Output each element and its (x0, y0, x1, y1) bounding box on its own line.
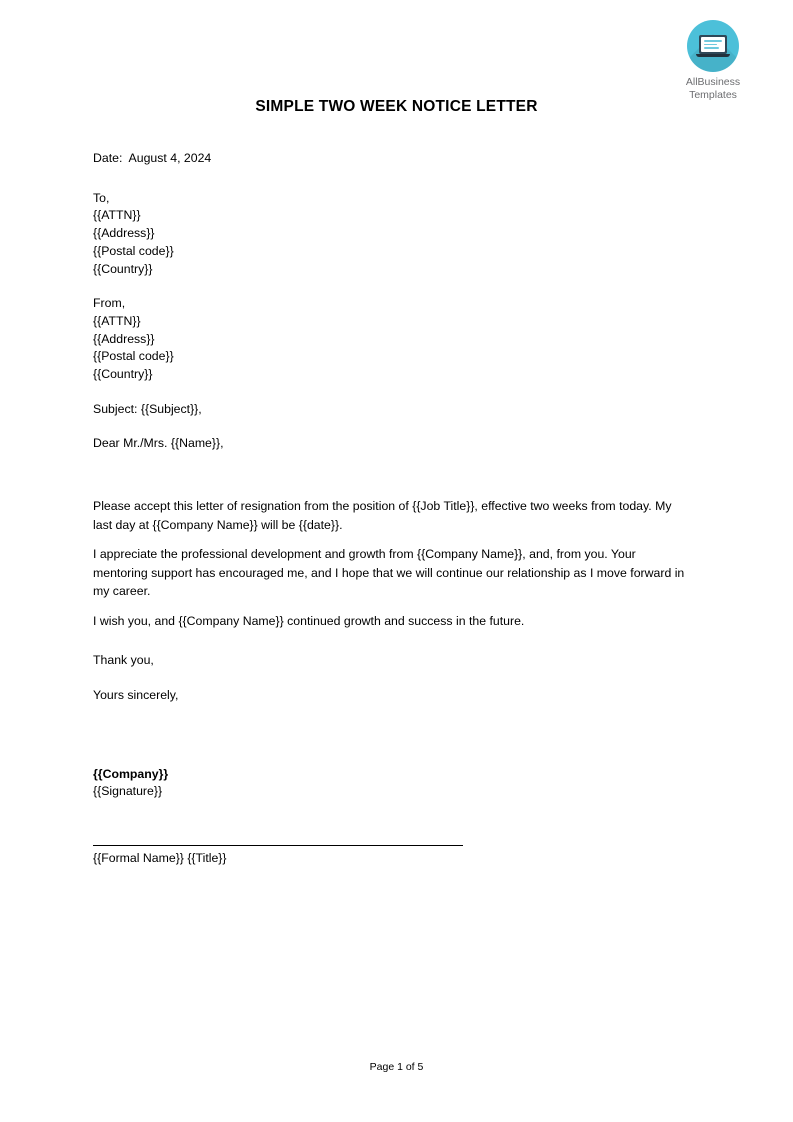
signature-company: {{Company}} (93, 766, 169, 781)
screen-text-line (704, 44, 717, 46)
body-paragraph-2: I appreciate the professional development and growth from {{Company Name}}, and, from you. Your mentoring support has encouraged me, and I hope that we will continue our relationship as I move forward in my career. (93, 547, 685, 599)
screen-text-line (704, 40, 722, 42)
allbusiness-templates-logo (666, 20, 760, 102)
spacer (93, 670, 693, 687)
page-title: SIMPLE TWO WEEK NOTICE LETTER (255, 98, 538, 115)
spacer (93, 418, 693, 435)
from-country: {{Country}} (93, 367, 153, 382)
to-address: {{Address}} (93, 226, 155, 241)
to-country: {{Country}} (93, 261, 153, 276)
spacer (93, 705, 693, 749)
laptop-screen (699, 35, 727, 54)
spacer (93, 749, 693, 766)
closing-line: Yours sincerely, (93, 687, 179, 702)
salutation: Dear Mr./Mrs. {{Name}}, (93, 436, 224, 451)
subject-line: Subject: {{Subject}}, (93, 401, 202, 416)
letter-body (93, 150, 693, 868)
to-attn: {{ATTN}} (93, 208, 141, 223)
from-attn: {{ATTN}} (93, 313, 141, 328)
thanks-line: Thank you, (93, 653, 154, 668)
laptop-icon (696, 35, 730, 57)
to-postal-code: {{Postal code}} (93, 243, 174, 258)
from-address-block (93, 295, 693, 384)
logo-circle (687, 20, 739, 72)
laptop-screen-content (701, 37, 725, 52)
formal-name-title: {{Formal Name}} {{Title}} (93, 850, 227, 865)
spacer (93, 453, 693, 497)
body-paragraph-1: Please accept this letter of resignation from the position of {{Job Title}}, effective two weeks from today. My last day at {{Company Name}} will be {{date}}. (93, 499, 672, 532)
logo-brand-line-1: AllBusiness (685, 76, 741, 88)
from-heading: From, (93, 296, 126, 311)
spacer (93, 630, 693, 652)
date-line: Date: August 4, 2024 (93, 151, 212, 165)
laptop-base (696, 54, 730, 57)
spacer (93, 384, 693, 401)
to-address-block (93, 190, 693, 279)
to-heading: To, (93, 190, 110, 205)
logo-brand-line-2: Templates (689, 89, 737, 101)
signature-placeholder: {{Signature}} (93, 784, 163, 799)
spacer (93, 801, 693, 845)
from-postal-code: {{Postal code}} (93, 349, 174, 364)
signature-rule (93, 845, 463, 846)
page-footer: Page 1 of 5 (369, 1061, 424, 1073)
spacer (93, 278, 693, 295)
from-address: {{Address}} (93, 331, 155, 346)
screen-text-line (704, 47, 719, 49)
spacer (93, 168, 693, 190)
body-paragraph-3: I wish you, and {{Company Name}} continued growth and success in the future. (93, 613, 525, 628)
